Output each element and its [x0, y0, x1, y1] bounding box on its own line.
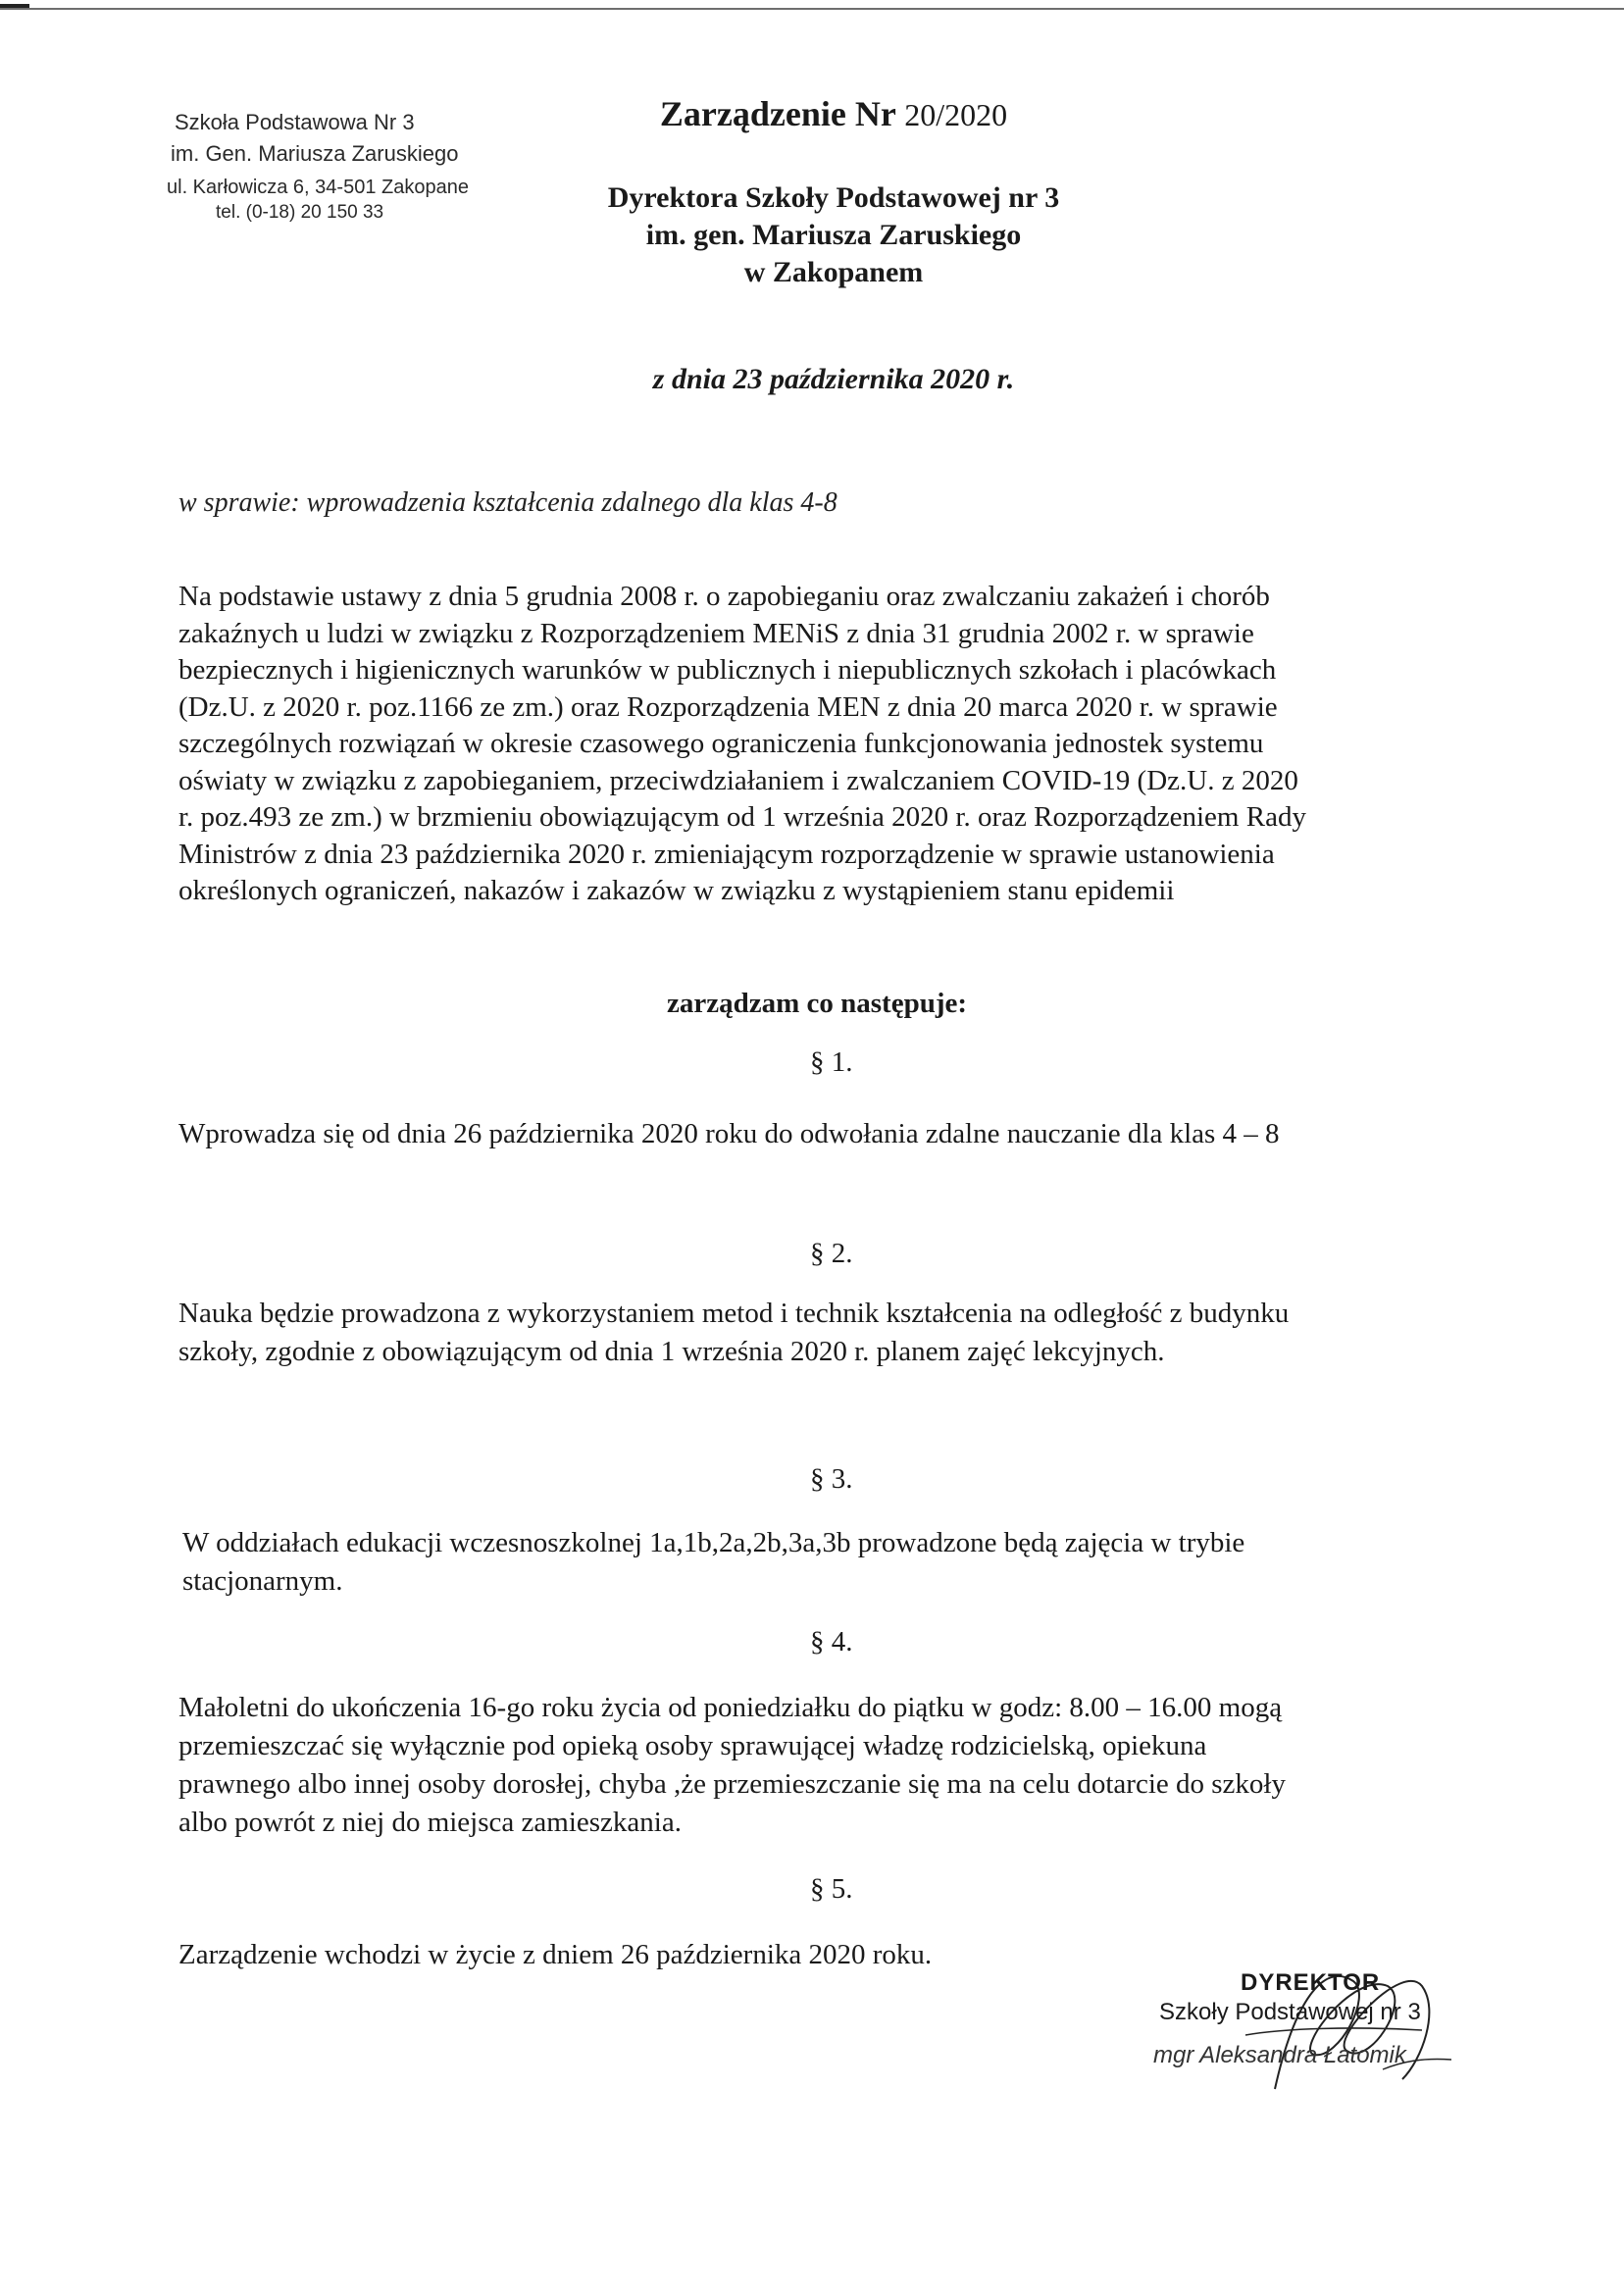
stamp-address: ul. Karłowicza 6, 34-501 Zakopane	[167, 177, 469, 198]
preamble-line: określonych ograniczeń, nakazów i zakazów w związku z wystąpieniem stanu epidemii	[178, 875, 1175, 906]
paragraph-line: Zarządzenie wchodzi w życie z dniem 26 października 2020 roku.	[178, 1939, 933, 1970]
title-number: 20/2020	[904, 97, 1008, 132]
preamble-line: Na podstawie ustawy z dnia 5 grudnia 2008 r. o zapobieganiu oraz zwalczaniu zakażeń i chorób	[178, 581, 1270, 612]
paragraph-line: Wprowadza się od dnia 26 października 2020 roku do odwołania zdalne nauczanie dla klas 4 – 8	[178, 1118, 1280, 1149]
document-title	[588, 93, 1079, 134]
signature-school: Szkoły Podstawowej nr 3	[1159, 1999, 1421, 2025]
director-signature-stamp	[1128, 1942, 1481, 2109]
paragraph-5-number: § 5.	[810, 1873, 853, 1905]
preamble-line: szczególnych rozwiązań w okresie czasowego ograniczenia funkcjonowania jednostek systemu	[178, 728, 1264, 759]
paragraph-3-text	[182, 1524, 1516, 1601]
title-prefix: Zarządzenie Nr	[659, 94, 896, 133]
paragraph-line: Małoletni do ukończenia 16-go roku życia od poniedziałku do piątku w godz: 8.00 – 16.00 mogą	[178, 1692, 1283, 1723]
paragraph-3-number: § 3.	[810, 1463, 853, 1495]
paragraph-line: przemieszczać się wyłącznie pod opieką osoby sprawującej władzę rodzicielską, opiekuna	[178, 1730, 1207, 1761]
paragraph-1-text	[178, 1115, 1512, 1153]
document-date: z dnia 23 października 2020 r.	[652, 363, 1015, 395]
paragraph-line: albo powrót z niej do miejsca zamieszkania.	[178, 1807, 682, 1838]
signature-name: mgr Aleksandra Łatomik	[1153, 2042, 1406, 2068]
preamble	[178, 579, 1493, 910]
scan-top-line	[0, 8, 1624, 10]
document-subject: w sprawie: wprowadzenia kształcenia zdalnego dla klas 4-8	[178, 487, 837, 518]
subtitle-line-2: im. gen. Mariusza Zaruskiego	[645, 219, 1022, 251]
paragraph-4-number: § 4.	[810, 1626, 853, 1657]
subtitle-line-1: Dyrektora Szkoły Podstawowej nr 3	[607, 181, 1060, 214]
preamble-line: oświaty w związku z zapobieganiem, przeciwdziałaniem i zwalczaniem COVID-19 (Dz.U. z 2020	[178, 764, 1298, 796]
preamble-line: bezpiecznych i higienicznych warunków w publicznych i niepublicznych szkołach i placówkach	[178, 654, 1277, 686]
preamble-line: (Dz.U. z 2020 r. poz.1166 ze zm.) oraz Rozporządzenia MEN z dnia 20 marca 2020 r. w sprawie	[178, 690, 1278, 723]
decree-heading: zarządzam co następuje:	[667, 988, 968, 1019]
preamble-line: Ministrów z dnia 23 października 2020 r. zmieniającym rozporządzenie w sprawie ustanowienia	[178, 838, 1275, 870]
stamp-patron: im. Gen. Mariusza Zaruskiego	[171, 141, 459, 166]
stamp-phone: tel. (0-18) 20 150 33	[216, 202, 384, 223]
preamble-line: r. poz.493 ze zm.) w brzmieniu obowiązującym od 1 września 2020 r. oraz Rozporządzeniem Rady	[178, 801, 1306, 833]
paragraph-2-text	[178, 1295, 1512, 1371]
signature-title: DYREKTOR	[1241, 1969, 1381, 1996]
paragraph-1-number: § 1.	[810, 1046, 853, 1078]
paragraph-2-number: § 2.	[810, 1238, 853, 1269]
paragraph-line: szkoły, zgodnie z obowiązującym od dnia 1 września 2020 r. planem zajęć lekcyjnych.	[178, 1336, 1165, 1367]
paragraph-4-text	[178, 1689, 1512, 1842]
paragraph-line: stacjonarnym.	[182, 1565, 343, 1597]
preamble-line: zakaźnych u ludzi w związku z Rozporządzeniem MENiS z dnia 31 grudnia 2002 r. w sprawie	[178, 617, 1254, 649]
document-subtitle	[549, 179, 1118, 291]
paragraph-line: Nauka będzie prowadzona z wykorzystaniem metod i technik kształcenia na odległość z budynku	[178, 1298, 1290, 1329]
paragraph-line: prawnego albo innej osoby dorosłej, chyba ,że przemieszczanie się ma na celu dotarcie do szkoły	[178, 1768, 1286, 1800]
paragraph-line: W oddziałach edukacji wczesnoszkolnej 1a,1b,2a,2b,3a,3b prowadzone będą zajęcia w trybie	[182, 1527, 1245, 1558]
subtitle-line-3: w Zakopanem	[743, 256, 924, 288]
stamp-school-name: Szkoła Podstawowa Nr 3	[175, 110, 415, 134]
